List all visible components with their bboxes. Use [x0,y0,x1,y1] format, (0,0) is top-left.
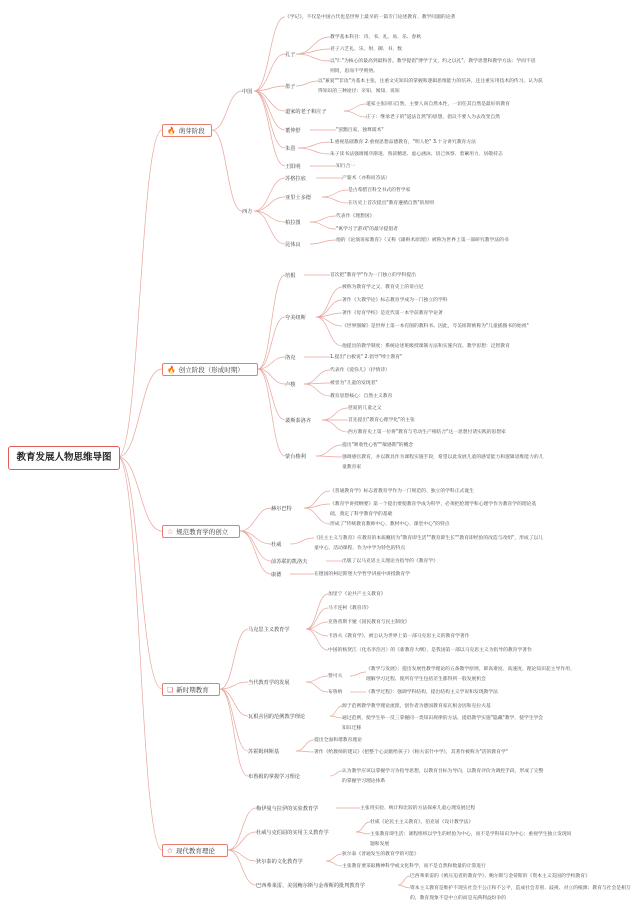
node-dukai-item[interactable]: 杜威《论民主主义教育》，伯克屈《设计教学法》 [370,820,474,825]
bookmark-icon: ❏ [167,685,174,694]
connector-line [356,832,370,834]
flame-icon: 🔥 [167,126,176,135]
node-dinuo-item[interactable]: 主张教育要采取精神科学或文化科学，而不是自然和数量的计算进行 [342,864,486,869]
connector-line [322,190,348,197]
node-zhuxi-item[interactable]: 1.重视基础教育 2.重视思想品德教育，"明人伦" 3.十分讲究教育方法 [330,140,476,145]
node-kongzi-item[interactable]: 教学基本科目：诗、书、礼、易、乐、春秋 [330,35,422,40]
node-dongzhongshu-text[interactable]: "罢黜百家，独尊儒术" [336,128,384,133]
connector-line [304,508,330,524]
node-kongzi[interactable]: 孔子 [285,52,296,58]
connector-line [304,370,330,384]
flame-icon: 🔥 [167,365,176,374]
node-suhuo-item[interactable]: 著作《给教师的建议》《把整个心灵献给孩子》《帕夫雷什中学》，其著作被称为"活的教育学" [314,750,508,755]
branch-west[interactable]: 西方 [242,209,253,215]
connector-line [296,81,318,86]
node-peigen[interactable]: 培根 [285,273,296,279]
node-lusuo-item[interactable]: 代表作《爱弥儿》（抒情诗） [330,368,390,373]
node-bolatu[interactable]: 柏拉图 [285,220,301,226]
connector-line [356,822,370,832]
node-makesi-item[interactable]: 克鲁普斯卡娅《国民教育与民主制度》 [328,620,410,625]
stage-label: 新时期教育 [176,685,209,694]
connector-line [304,491,330,508]
node-wagen-item[interactable]: 通过范例，使学生举一反三掌握同一类知识规律的方法，提倡教学实施"隐藏"教学，使学生学会知识迁移 [342,716,544,731]
connector-line [254,17,285,91]
node-kangde[interactable]: 康德 [271,572,282,578]
connector-line [290,538,314,544]
node-zanke-text[interactable]: 《教学与发展》；提出发展性教学理论的五条教学原则，即高难度、高速度、理论知识起主导作用、理解学习过程、使所有学生包括差生都得到一般发展机会 [366,667,575,682]
node-peisitaluoqi[interactable]: 裴斯泰洛齐 [285,418,311,424]
node-zanke[interactable]: 赞可夫 [328,674,343,679]
stage-label: 现代教育理论 [175,846,215,855]
node-kaoyi[interactable]: 梅伊曼与拉伊的实验教育学 [256,806,319,812]
node-suhuomulin[interactable]: 苏霍姆林斯基 [248,749,280,755]
node-bulunmu-text[interactable]: 认为教学应该以掌握学习为指导思想，以教育目标为导向，以教育评价为调控手段，形成了完整的掌握学习理论体系 [342,769,544,784]
connector-line [258,275,285,369]
connector-line [220,689,248,716]
node-kongzi-item[interactable]: 以"仁"为核心的最高到最和善。教学提倡"博学于文，约之以礼"。教学思想和教学方法：学而不思则罔，思而不学则殆。 [330,59,536,74]
node-wangshouren-text[interactable]: 知行合一 [336,164,356,169]
node-yalishiduode[interactable]: 亚里士多德 [285,195,311,201]
node-wangshouren[interactable]: 王阳明 [285,164,301,170]
node-yali-item[interactable]: 在历史上首次提出"教育遵循自然"的原则 [348,201,434,206]
connector-line [258,369,285,456]
node-laozhuang[interactable]: 道家的老子和庄子 [285,109,327,115]
node-laozhuang-item[interactable]: 庄子：继承老子的"道法自然"的思想，倡议不要人为去改变自然 [366,115,500,120]
root-connector [118,130,162,457]
connector-line [212,130,242,211]
node-dangdai[interactable]: 当代教育学的发展 [248,680,290,686]
connector-line [306,676,328,682]
node-kuamei-item[interactable]: 他提出的教学制度：系统论述班级授课制方法和实施内容。教学思想：泛智教育 [342,344,510,349]
connector-line [306,594,328,629]
connector-line [296,751,314,752]
connector-line [310,240,336,244]
stage-label: 规范教育学的创立 [176,527,229,536]
node-wagen-item[interactable]: 源于范例教学教学理论流派，创作者为德国教育家瓦根舍因和克拉夫基 [342,704,491,709]
node-zhuxi[interactable]: 朱熹 [285,146,296,152]
connector-line [316,287,342,317]
connector-line [228,850,256,861]
node-heerbate-item[interactable]: 《普通教育学》标志着教育学作为一门规范的、独立的学科正式诞生 [330,489,474,494]
node-kaoyi-text[interactable]: 主张用实验、统计和比较的方法探索儿童心理发展过程 [360,806,476,811]
root-connector [118,457,162,531]
stage-label: 创立阶段（形成时期） [178,365,244,374]
node-baluo-item[interactable]: 资本主义教育是维护不现实社会不公正和不公平，造成社会差别、歧视、对立的根源；教育与社会是相互的，教育现象不是中立的而是充满利益纷争的 [410,886,631,901]
node-zhuxi-item[interactable]: 朱子读书法强调循序渐进、熟读精思、虚心涵泳、切己体察、着紧用力、居敬持志 [330,152,503,157]
connector-line [254,211,285,222]
connector-line [228,832,256,850]
connector-line [344,111,366,117]
node-qiansulian-text[interactable]: 出版了以马克思主义理论为指导的《教育学》 [342,559,438,564]
node-bulunmu[interactable]: 布鲁姆的掌握学习理论 [248,774,300,780]
node-menggao-item[interactable]: 提出"吸收性心智""敏感期"的概念 [342,443,414,448]
connector-line [330,716,342,718]
node-buluna[interactable]: 布鲁纳 [328,690,343,695]
node-xueji[interactable]: 《学记》，不仅是中国古代也是世界上最早的一篇专门论述教育、教学问题的论著 [285,15,456,20]
node-peisi-item[interactable]: 慈爱的儿童之父 [348,406,382,411]
root-connector [118,457,162,850]
node-bolatu-item[interactable]: 代表作《理想国》 [336,214,375,219]
node-menggao-item[interactable]: 强调感官教育，并以教具作为课程实施手段，希望以此发展儿童的感觉能力和逻辑思维能力的儿童教育家 [342,455,544,470]
connector-line [322,197,348,203]
connector-line [322,408,348,420]
connector-line [316,456,342,457]
connector-line [398,876,410,885]
node-dinuo-item[interactable]: 狄尔泰《普通发生的教育学的可能》 [342,852,419,857]
connector-line [240,531,271,544]
stage-node-5[interactable] [162,844,228,857]
node-lusuo-item[interactable]: 教育思想核心：自然主义教育 [330,394,393,399]
node-kuamei-item[interactable]: 著作《大教学论》标志教育学成为一门独立的学科 [342,298,448,303]
node-kuamei-item[interactable]: 《世界图解》是世界上第一本有图的教科书。因此，夸美纽斯被称为"儿童插图书的始祖" [342,324,529,329]
connector-line [330,706,342,716]
node-yali-item[interactable]: 是古希腊百科全书式的哲学家 [348,188,411,193]
connector-line [296,740,314,751]
node-dinuo[interactable]: 狄尔泰的文化教育学 [256,859,303,865]
connector-line [240,531,271,561]
root-connector [118,369,162,457]
node-duwei[interactable]: 杜威 [271,542,282,548]
node-makesi-item[interactable]: 中国的杨贤江（化名李浩吾）的《新教育大纲》，是我国第一部以马克思主义为指导的教育学著作 [328,648,532,653]
node-sugeladi[interactable]: 苏格拉底 [285,176,306,182]
connector-line [258,317,285,369]
node-mozi[interactable]: 墨子 [285,84,296,90]
stage-node-3[interactable] [162,525,240,538]
connector-line [344,104,366,111]
connector-line [298,148,330,154]
node-kongzi-item[interactable]: 君子六艺礼、乐、射、御、书、数 [330,47,402,52]
connector-line [326,854,342,861]
star-icon: ☆ [167,527,174,536]
connector-line [220,629,248,689]
connector-line [220,682,248,689]
node-dongzhongshu[interactable]: 董仲舒 [285,128,301,134]
node-kuamei-item[interactable]: 被称为教育学之父、教育史上的哥白尼 [342,285,424,290]
node-luoke-text[interactable]: 1.提出"白板说" 2.倡导"绅士教育" [330,355,403,360]
connector-line [296,54,330,61]
node-kuamei-item[interactable]: 著作《母育学校》是近代第一本学前教育学论著 [342,311,443,316]
node-duwei-text[interactable]: 《民主主义与教育》应教育的本质概括为"教育即生活""教育即生长""教育即经验的改造与改组"，形成了以儿童中心、活动课程、作为中学为特色的特点 [314,536,544,551]
connector-line [254,91,285,148]
node-makesi-item[interactable]: 马卡连柯《教育诗》 [328,606,372,611]
node-kangde-text[interactable]: 在德国的柯尼斯堡大学哲学讲座中讲授教育学 [314,572,410,577]
node-kunti[interactable]: 昆体良 [285,242,301,248]
connector-line [310,222,336,229]
node-sugeladi-text[interactable]: 产婆术（亦称问答法） [342,176,390,181]
node-lusuo[interactable]: 卢梭 [285,382,296,388]
node-wagen[interactable]: 瓦根舍因的范例教学理论 [248,714,306,720]
connector-line [304,384,330,396]
node-baluo[interactable]: 巴西弗莱雷、美国鲍尔斯与金蒂斯的批判教育学 [256,883,365,889]
connector-line [398,885,410,888]
node-peigen-text[interactable]: 首次把"教育学"作为一门独立的学科提出 [330,273,416,278]
connector-line [330,771,342,776]
connector-line [228,808,256,850]
connector-line [254,197,285,211]
node-lusuo-item[interactable]: 被誉为"儿童的发现者" [330,381,378,386]
node-mozi-text[interactable]: 以"兼爱""非攻"为基本主张，注重文史知识的掌握和逻辑思维能力的培养，还注重实用技术的传习。认为获得知识的三种途径：亲知、闻知、说知 [318,79,543,94]
connector-line [298,142,330,148]
connector-line [326,861,342,866]
node-qiansulian[interactable]: 前苏联的凯洛夫 [271,559,308,565]
node-peisi-item[interactable]: 首先提出"教育心理学化"的主张 [348,418,415,423]
node-buluna-text[interactable]: 《教学过程》：强调学科结构，提出结构主义学说和发现教学法 [366,690,498,695]
connector-line [254,178,285,211]
root-node[interactable]: 教育发展人物思维导图 [8,446,120,470]
stage-node-4[interactable] [162,683,220,696]
stage-node-2[interactable] [162,363,258,376]
node-baluo-item[interactable]: 巴西弗莱雷的《被压迫者的教育学》，鲍尔斯与金蒂斯的《资本主义美国的学校教育》 [410,874,590,879]
node-heerbate-item[interactable]: 形成了"传统教育教师中心、教材中心、课堂中心"的特点 [330,522,450,527]
connector-line [240,508,271,531]
node-kunti-text[interactable]: 他的《论演说家教育》（又称《雄辩术原理》）被称为世界上第一部研究教学法的书 [336,238,509,243]
node-heerbate[interactable]: 赫尔巴特 [271,506,292,512]
connector-line [254,211,285,244]
node-laozhuang-item[interactable]: 道家主张回归自然，主要人尚自然本性，一切任其自然是最好的教育 [366,102,510,107]
connector-line [254,54,285,91]
connector-line [310,216,336,222]
connector-line [306,682,328,692]
node-dukai-item[interactable]: 主张教育即生活；课程组织以学生的经验为中心，而不是学科知识为中心；重视学生独立发现问题和发展 [370,832,572,847]
node-kuameiniusi[interactable]: 夸美纽斯 [285,315,306,321]
node-bolatu-item[interactable]: "寓学习于游戏"的最早提倡者 [336,227,398,232]
node-luoke[interactable]: 洛克 [285,355,296,361]
connector-line [212,91,242,130]
node-heerbate-item[interactable]: 《教育学讲授纲要》第一个提出要使教育学成为科学，必须把伦理学和心理学作为教育学的理论基础，奠定了科学教育学的基础 [330,502,537,517]
node-makesi-item[interactable]: 加里宁《论共产主义教育》 [328,592,386,597]
branch-china[interactable]: 中国 [242,89,253,95]
node-suhuo-item[interactable]: 提出全面和谐教育理论 [314,738,362,743]
connector-line [350,672,366,676]
star-icon: ✩ [167,846,173,855]
connector-line [220,689,248,751]
node-makesi-item[interactable]: 卡洛夫《教育学》，被公认为世界上第一部马克思主义的教育学著作 [328,634,470,639]
stage-label: 萌芽阶段 [178,126,205,135]
node-menggao[interactable]: 蒙台梭利 [285,454,306,460]
stage-node-1[interactable] [162,124,212,137]
connector-line [316,445,342,456]
node-peisi-item[interactable]: 西方教育史上第一位将"教育与劳动生产相结合"这一思想付诸实践的思想家 [348,430,506,435]
node-dukaihaimu[interactable]: 杜威与克伯屈的实用主义教育学 [256,830,329,836]
connector-line [322,420,348,432]
node-makesi[interactable]: 马克思主义教育学 [248,627,290,633]
